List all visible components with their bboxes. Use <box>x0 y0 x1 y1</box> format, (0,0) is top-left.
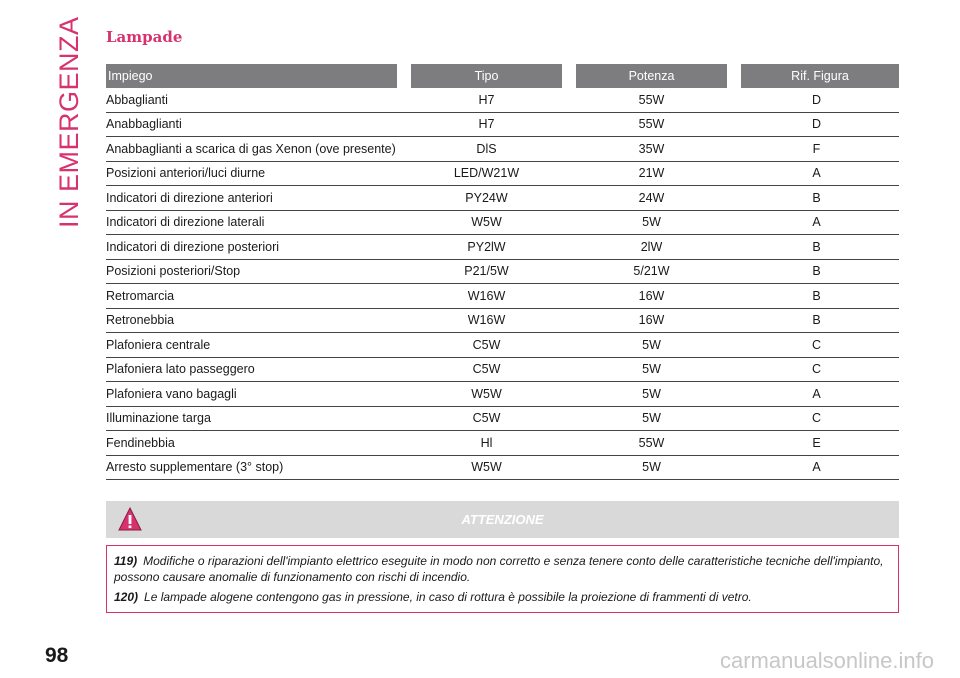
note-number: 120) <box>114 590 139 604</box>
cell-tipo: PY24W <box>404 186 569 211</box>
cell-rif-figura: C <box>734 333 899 358</box>
warning-note <box>114 589 884 605</box>
table-row <box>106 112 899 137</box>
cell-tipo: W16W <box>404 308 569 333</box>
column-header-rif-figura: Rif. Figura <box>734 64 899 88</box>
cell-tipo: C5W <box>404 333 569 358</box>
cell-impiego: Indicatori di direzione posteriori <box>106 235 404 260</box>
cell-tipo: H7 <box>404 88 569 112</box>
cell-impiego: Posizioni anteriori/luci diurne <box>106 161 404 186</box>
cell-impiego: Plafoniera lato passeggero <box>106 357 404 382</box>
cell-tipo: W16W <box>404 284 569 309</box>
warning-box <box>106 545 899 613</box>
cell-rif-figura: A <box>734 455 899 480</box>
cell-tipo: H7 <box>404 112 569 137</box>
cell-rif-figura: B <box>734 259 899 284</box>
section-title: Lampade <box>106 28 183 46</box>
cell-impiego: Anabbaglianti a scarica di gas Xenon (ove presente) <box>106 137 404 162</box>
cell-impiego: Arresto supplementare (3° stop) <box>106 455 404 480</box>
cell-tipo: W5W <box>404 382 569 407</box>
cell-rif-figura: C <box>734 357 899 382</box>
note-number: 119) <box>114 554 138 568</box>
cell-impiego: Indicatori di direzione anteriori <box>106 186 404 211</box>
cell-rif-figura: D <box>734 88 899 112</box>
column-header-tipo: Tipo <box>404 64 569 88</box>
cell-impiego: Fendinebbia <box>106 431 404 456</box>
cell-tipo: Hl <box>404 431 569 456</box>
cell-tipo: W5W <box>404 455 569 480</box>
chapter-side-title: IN EMERGENZA <box>54 16 84 228</box>
note-text: Modifiche o riparazioni dell'impianto elettrico eseguite in modo non corretto e senza tenere conto delle caratteristiche tecniche dell'impianto, possono causare anomalie di funzionamento con rischi di incendio. <box>114 554 884 584</box>
cell-tipo: PY2lW <box>404 235 569 260</box>
cell-potenza: 24W <box>569 186 734 211</box>
cell-impiego: Abbaglianti <box>106 88 404 112</box>
table-row <box>106 333 899 358</box>
cell-rif-figura: A <box>734 210 899 235</box>
cell-tipo: W5W <box>404 210 569 235</box>
cell-tipo: C5W <box>404 357 569 382</box>
column-header-potenza: Potenza <box>569 64 734 88</box>
cell-potenza: 5W <box>569 357 734 382</box>
cell-potenza: 5W <box>569 455 734 480</box>
cell-rif-figura: C <box>734 406 899 431</box>
cell-impiego: Illuminazione targa <box>106 406 404 431</box>
cell-tipo: DlS <box>404 137 569 162</box>
table-row <box>106 88 899 112</box>
cell-potenza: 5W <box>569 210 734 235</box>
watermark: carmanualsonline.info <box>719 648 934 673</box>
column-header-impiego: Impiego <box>106 64 404 88</box>
cell-rif-figura: D <box>734 112 899 137</box>
table-header-row <box>106 64 899 88</box>
warning-note <box>114 553 884 585</box>
cell-potenza: 5W <box>569 382 734 407</box>
table-row <box>106 137 899 162</box>
table-row <box>106 382 899 407</box>
cell-potenza: 21W <box>569 161 734 186</box>
cell-impiego: Anabbaglianti <box>106 112 404 137</box>
cell-rif-figura: F <box>734 137 899 162</box>
cell-impiego: Plafoniera centrale <box>106 333 404 358</box>
warning-header <box>106 501 899 538</box>
cell-potenza: 55W <box>569 431 734 456</box>
cell-tipo: LED/W21W <box>404 161 569 186</box>
cell-rif-figura: B <box>734 235 899 260</box>
table-row <box>106 308 899 333</box>
cell-potenza: 5/21W <box>569 259 734 284</box>
cell-rif-figura: A <box>734 161 899 186</box>
cell-potenza: 55W <box>569 88 734 112</box>
cell-rif-figura: E <box>734 431 899 456</box>
cell-potenza: 55W <box>569 112 734 137</box>
cell-rif-figura: B <box>734 186 899 211</box>
table-row <box>106 210 899 235</box>
cell-potenza: 16W <box>569 308 734 333</box>
table-row <box>106 357 899 382</box>
table-body <box>106 88 899 480</box>
table-row <box>106 284 899 309</box>
cell-rif-figura: A <box>734 382 899 407</box>
table-row <box>106 431 899 456</box>
cell-rif-figura: B <box>734 308 899 333</box>
cell-impiego: Retromarcia <box>106 284 404 309</box>
cell-potenza: 16W <box>569 284 734 309</box>
table-row <box>106 455 899 480</box>
warning-title: ATTENZIONE <box>461 512 544 527</box>
cell-tipo: P21/5W <box>404 259 569 284</box>
cell-potenza: 35W <box>569 137 734 162</box>
cell-potenza: 5W <box>569 406 734 431</box>
lamps-table <box>106 64 899 480</box>
cell-rif-figura: B <box>734 284 899 309</box>
cell-potenza: 2lW <box>569 235 734 260</box>
cell-impiego: Indicatori di direzione laterali <box>106 210 404 235</box>
table-row <box>106 186 899 211</box>
page-number: 98 <box>45 644 69 667</box>
table-row <box>106 406 899 431</box>
cell-tipo: C5W <box>404 406 569 431</box>
cell-impiego: Posizioni posteriori/Stop <box>106 259 404 284</box>
cell-impiego: Plafoniera vano bagagli <box>106 382 404 407</box>
cell-potenza: 5W <box>569 333 734 358</box>
note-text: Le lampade alogene contengono gas in pressione, in caso di rottura è possibile la proiezione di frammenti di vetro. <box>144 590 752 604</box>
table-row <box>106 235 899 260</box>
table-row <box>106 161 899 186</box>
table-row <box>106 259 899 284</box>
cell-impiego: Retronebbia <box>106 308 404 333</box>
